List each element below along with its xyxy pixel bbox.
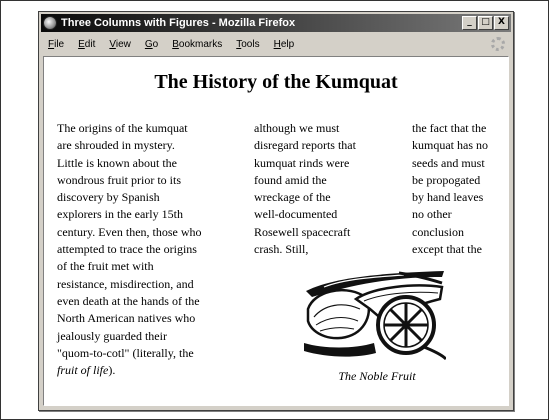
menu-tools[interactable]: Tools — [236, 38, 260, 50]
text-line: kumquat has no — [412, 138, 488, 153]
close-button[interactable]: X — [494, 16, 509, 30]
text-column-1 — [57, 120, 222, 379]
text-line: even death at the hands of the — [57, 293, 200, 308]
text-line: discovery by Spanish — [57, 190, 160, 205]
text-line: although we must — [254, 121, 340, 135]
text-line: crash. Still, — [254, 242, 309, 257]
text-line: by hand leaves — [412, 190, 484, 205]
text-line: fruit of life). — [57, 363, 116, 378]
text-line: attempted to trace the origins — [57, 242, 197, 257]
text-line: except that the — [412, 242, 482, 257]
menu-go[interactable]: Go — [144, 38, 159, 50]
text-line: found amid the — [254, 172, 327, 187]
browser-window — [38, 11, 514, 411]
text-line: kumquat rinds were — [254, 155, 350, 170]
menu-view[interactable]: View — [109, 38, 131, 50]
text-line: the fact that the — [412, 121, 487, 135]
italic-phrase: fruit of life — [57, 363, 109, 378]
text-line: conclusion — [412, 224, 464, 239]
text-line: The origins of the kumquat — [57, 121, 188, 135]
menu-help[interactable]: Help — [273, 38, 295, 50]
text-column-3 — [412, 120, 504, 258]
text-line: wreckage of the — [254, 190, 331, 205]
window-controls — [462, 16, 509, 30]
text-line: Rosewell spacecraft — [254, 224, 351, 239]
text-line: explorers in the early 15th — [57, 207, 183, 222]
text-line: are shrouded in mystery. — [57, 138, 175, 153]
text-line: North American natives who — [57, 311, 196, 326]
text-line: resistance, misdirection, and — [57, 276, 194, 291]
text-line: be propogated — [412, 172, 481, 187]
loading-throbber-icon — [491, 37, 505, 51]
text-line: Little is known about the — [57, 155, 177, 170]
text-line: seeds and must — [412, 155, 485, 170]
menu-bar — [41, 34, 511, 54]
page-content[interactable] — [43, 56, 509, 406]
maximize-button[interactable]: □ — [478, 16, 493, 30]
text-line: wondrous fruit prior to its — [57, 172, 181, 187]
title-bar[interactable] — [41, 14, 511, 32]
page-title: The History of the Kumquat — [154, 71, 398, 93]
figure-caption: The Noble Fruit — [338, 369, 416, 383]
window-title: Three Columns with Figures - Mozilla Firefox — [61, 17, 296, 29]
text-line: disregard reports that — [254, 138, 356, 153]
menu-bookmarks[interactable]: Bookmarks — [172, 38, 223, 50]
menu-edit[interactable]: Edit — [78, 38, 96, 50]
text-line: of the fruit met with — [57, 259, 154, 274]
text-line: century. Even then, those who — [57, 224, 202, 239]
kumquat-figure-image — [304, 269, 446, 365]
menu-file[interactable]: File — [48, 38, 65, 50]
text-line: no other — [412, 207, 452, 222]
text-column-2 — [254, 120, 379, 258]
text-line: well-documented — [254, 207, 338, 222]
text-line: jealously guarded their — [57, 328, 167, 343]
minimize-button[interactable]: _ — [462, 16, 477, 30]
firefox-icon[interactable] — [43, 16, 57, 30]
text-line: "quom-to-cotl" (literally, the — [57, 345, 194, 360]
